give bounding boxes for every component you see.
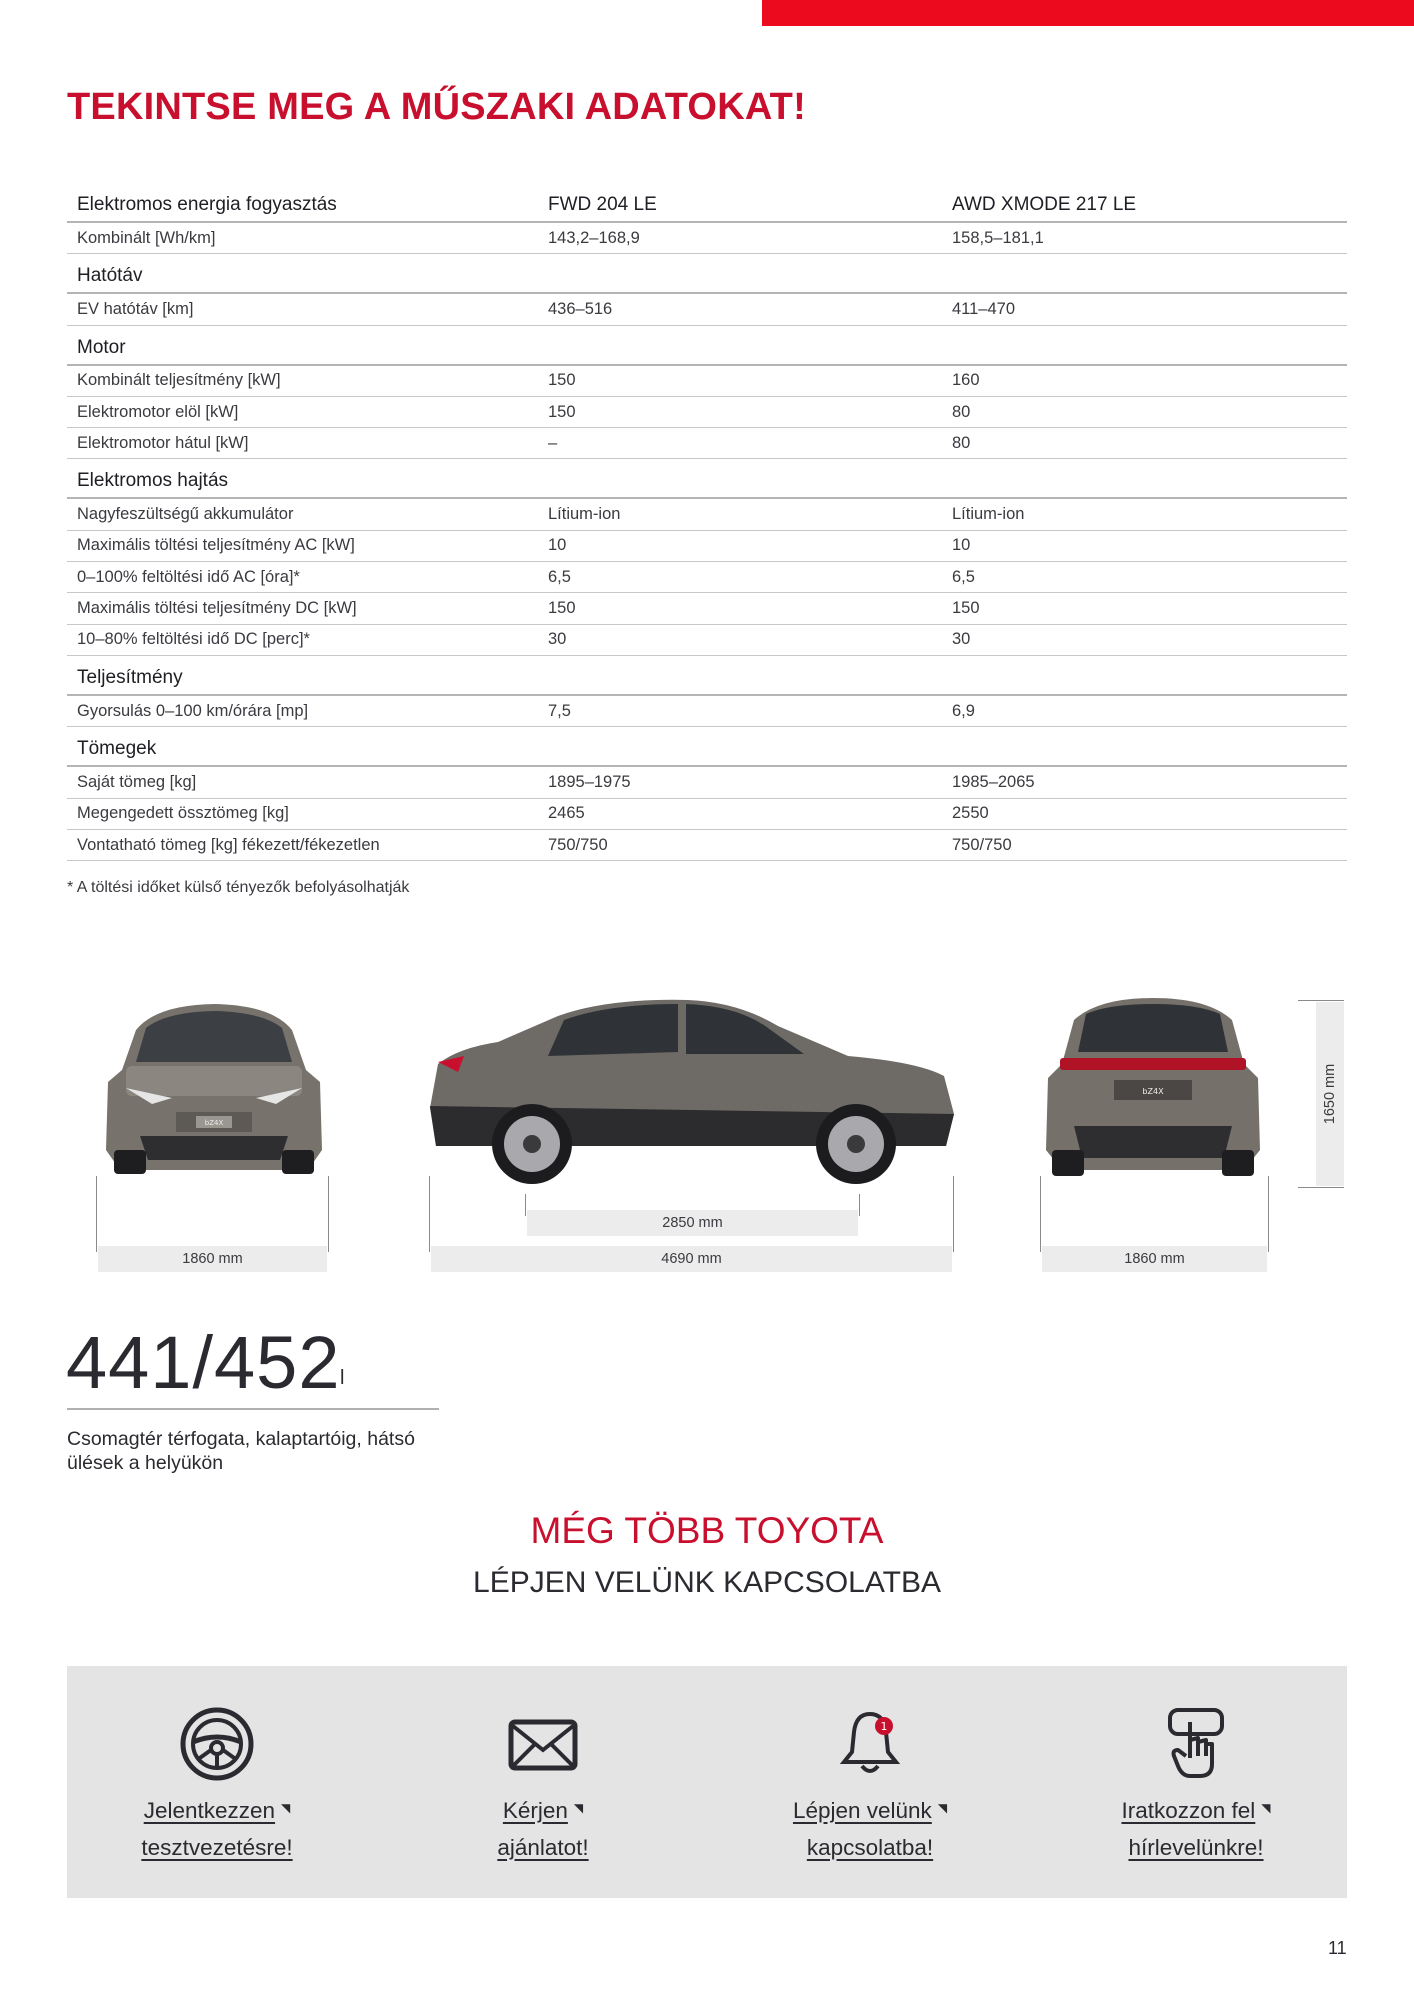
contact-offer[interactable] (413, 1666, 673, 1898)
spec-value-fwd: – (548, 433, 558, 452)
page-number: 11 (1328, 1938, 1347, 1958)
length-label: 4690 mm (431, 1246, 952, 1272)
spec-label: EV hatótáv [km] (77, 299, 194, 318)
spec-label: Kombinált teljesítmény [kW] (77, 371, 281, 390)
spec-row (67, 499, 1347, 530)
luggage-description: Csomagtér térfogata, kalaptartóig, hátsó ülések a helyükön (67, 1428, 415, 1474)
bell-icon (830, 1704, 910, 1784)
spec-value-fwd: 143,2–168,9 (548, 228, 640, 247)
front-width-guide-right (328, 1176, 329, 1252)
spec-value-awd: 30 (952, 630, 971, 649)
luggage-divider (67, 1408, 439, 1410)
spec-value-awd: 2550 (952, 804, 989, 823)
spec-row (67, 696, 1347, 727)
spec-value-fwd: 6,5 (548, 567, 571, 586)
spec-value-awd: 80 (952, 402, 971, 421)
height-label: 1650 mm (1322, 1063, 1338, 1125)
front-badge: bZ4X (204, 1119, 224, 1127)
header-label: Elektromos energia fogyasztás (77, 194, 337, 215)
spec-value-fwd: 150 (548, 599, 576, 618)
height-guide-bottom (1298, 1187, 1344, 1188)
spec-label: Kombinált [Wh/km] (77, 228, 216, 247)
spec-value-awd: 158,5–181,1 (952, 228, 1044, 247)
contact-subtitle: LÉPJEN VELÜNK KAPCSOLATBA (473, 1566, 941, 1599)
get-in-touch-link[interactable]: Lépjen velünk ◥ kapcsolatba! (792, 1798, 948, 1860)
newsletter-link[interactable]: Iratkozzon fel ◥ hírlevelünkre! (1121, 1798, 1271, 1860)
spec-row (67, 428, 1347, 459)
spec-row (67, 830, 1347, 861)
spec-row (67, 767, 1347, 798)
spec-section-header (67, 254, 1347, 294)
envelope-icon (503, 1704, 583, 1784)
spec-label: Elektromotor elöl [kW] (77, 402, 239, 421)
section-title: Motor (77, 336, 126, 358)
front-width-label: 1860 mm (98, 1246, 327, 1272)
spec-value-awd: 80 (952, 433, 971, 452)
spec-value-fwd: 2465 (548, 804, 585, 823)
spec-row (67, 799, 1347, 830)
hand-pointer-icon (1156, 1704, 1236, 1784)
spec-row (67, 562, 1347, 593)
spec-label: Nagyfeszültségű akkumulátor (77, 505, 294, 524)
spec-row (67, 625, 1347, 656)
spec-section-header (67, 459, 1347, 499)
rear-width-guide-right (1268, 1176, 1269, 1252)
notification-badge: 1 (880, 1720, 888, 1733)
spec-label: Maximális töltési teljesítmény AC [kW] (77, 536, 355, 555)
steering-wheel-icon (177, 1704, 257, 1784)
top-accent-bar (762, 0, 1414, 26)
car-rear-view (1038, 994, 1268, 1182)
spec-value-awd: Lítium-ion (952, 505, 1025, 524)
spec-value-fwd: 436–516 (548, 299, 613, 318)
spec-value-awd: 150 (952, 599, 980, 618)
height-guide-top (1298, 1000, 1344, 1001)
spec-value-fwd: 150 (548, 402, 576, 421)
luggage-volume-value: 441/452 (66, 1321, 341, 1404)
contact-panel (67, 1666, 1347, 1898)
spec-value-awd: 750/750 (952, 835, 1012, 854)
dimensions-illustration (0, 980, 1414, 1280)
spec-row (67, 366, 1347, 397)
spec-section-header (67, 727, 1347, 767)
spec-value-fwd: 10 (548, 536, 567, 555)
contact-newsletter[interactable] (1066, 1666, 1326, 1898)
spec-value-fwd: 1895–1975 (548, 772, 631, 791)
rear-width-label: 1860 mm (1042, 1246, 1267, 1272)
spec-value-awd: 10 (952, 536, 971, 555)
wheelbase-label: 2850 mm (527, 1210, 858, 1236)
spec-label: Gyorsulás 0–100 km/órára [mp] (77, 701, 309, 720)
footnote: * A töltési időket külső tényezők befolyásolhatják (67, 879, 410, 896)
front-width-guide-left (96, 1176, 97, 1252)
spec-value-awd: 1985–2065 (952, 772, 1035, 791)
spec-value-awd: 160 (952, 371, 980, 390)
spec-value-fwd: 150 (548, 371, 576, 390)
spec-label: Vontatható tömeg [kg] fékezett/fékezetlen (77, 835, 380, 854)
car-front-view (96, 1000, 332, 1182)
offer-link[interactable]: Kérjen ◥ ajánlatot! (497, 1798, 589, 1860)
section-title: Teljesítmény (77, 666, 183, 688)
length-guide-right (953, 1176, 954, 1252)
section-title: Hatótáv (77, 265, 143, 287)
spec-value-awd: 6,5 (952, 567, 975, 586)
contact-get-in-touch[interactable] (740, 1666, 1000, 1898)
car-side-view (428, 996, 958, 1196)
test-drive-link[interactable]: Jelentkezzen ◥ tesztvezetésre! (141, 1798, 293, 1860)
spec-row (67, 397, 1347, 428)
spec-value-fwd: 750/750 (548, 835, 608, 854)
spec-label: Maximális töltési teljesítmény DC [kW] (77, 599, 357, 618)
section-title: Tömegek (77, 738, 157, 760)
header-fwd: FWD 204 LE (548, 194, 657, 215)
spec-label: 10–80% feltöltési idő DC [perc]* (77, 630, 310, 649)
wheelbase-guide-left (525, 1194, 526, 1216)
spec-value-fwd: 7,5 (548, 701, 571, 720)
spec-value-fwd: 30 (548, 630, 567, 649)
more-toyota-title: MÉG TÖBB TOYOTA (530, 1510, 884, 1551)
spec-row (67, 294, 1347, 325)
spec-table-header (67, 190, 1347, 223)
section-title: Elektromos hajtás (77, 470, 229, 492)
spec-label: 0–100% feltöltési idő AC [óra]* (77, 567, 300, 586)
rear-badge: bZ4X (1142, 1087, 1164, 1096)
luggage-volume-unit: l (340, 1367, 345, 1389)
length-guide-left (429, 1176, 430, 1252)
page-title: TEKINTSE MEG A MŰSZAKI ADATOKAT! (67, 86, 806, 128)
spec-row (67, 593, 1347, 624)
spec-section-header (67, 656, 1347, 696)
spec-row (67, 223, 1347, 254)
spec-value-awd: 6,9 (952, 701, 975, 720)
spec-table (67, 190, 1347, 861)
spec-section-header (67, 326, 1347, 366)
spec-label: Saját tömeg [kg] (77, 772, 197, 791)
spec-label: Megengedett össztömeg [kg] (77, 804, 289, 823)
wheelbase-guide-right (859, 1194, 860, 1216)
spec-row (67, 531, 1347, 562)
header-awd: AWD XMODE 217 LE (952, 194, 1137, 215)
spec-label: Elektromotor hátul [kW] (77, 433, 249, 452)
spec-value-fwd: Lítium-ion (548, 505, 621, 524)
rear-width-guide-left (1040, 1176, 1041, 1252)
contact-test-drive[interactable] (87, 1666, 347, 1898)
spec-value-awd: 411–470 (952, 299, 1016, 318)
